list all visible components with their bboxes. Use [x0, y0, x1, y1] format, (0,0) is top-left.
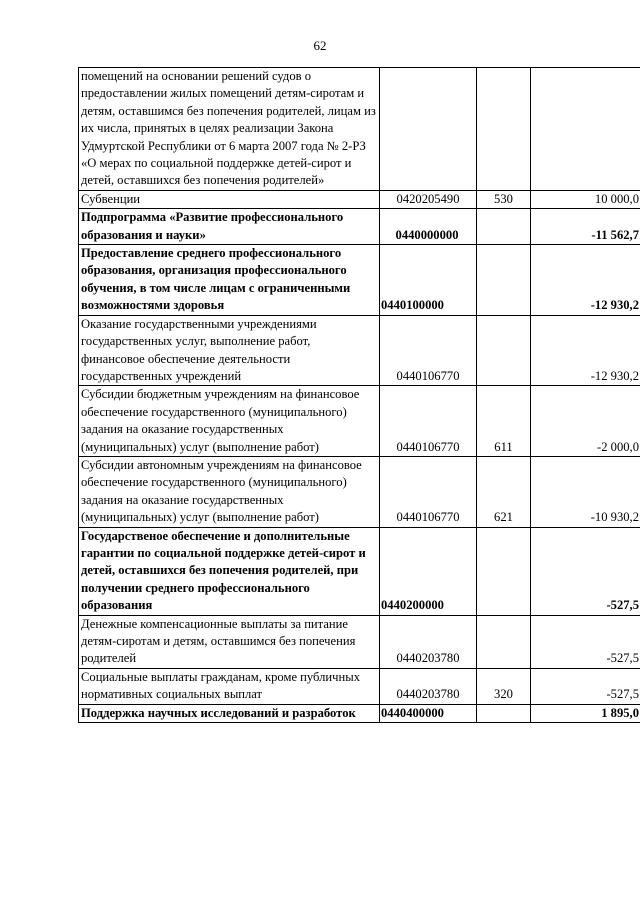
row-description: Предоставление среднего профессионального образования, организация профессионального обучения, в том числе лицам с ограниченными возможностями здоровья	[79, 245, 380, 316]
row-description: Субсидии автономным учреждениям на финансовое обеспечение государственного (муниципального) задания на оказание государственных (муниципальных) услуг (выполнение работ)	[79, 456, 380, 527]
row-expense-type: 320	[477, 668, 531, 704]
row-code: 0440106770	[380, 386, 477, 457]
row-expense-type	[477, 68, 531, 191]
row-expense-type	[477, 245, 531, 316]
row-expense-type	[477, 315, 531, 386]
table-row	[79, 209, 640, 245]
table-row	[79, 527, 640, 615]
row-code: 0440200000	[380, 527, 477, 615]
row-expense-type: 611	[477, 386, 531, 457]
row-amount: -11 562,7	[531, 209, 640, 245]
table-row	[79, 704, 640, 722]
row-description: Государственое обеспечение и дополнительные гарантии по социальной поддержке детей-сирот и детей, оставшихся без попечения родителей, при получении среднего профессионального образования	[79, 527, 380, 615]
table-row	[79, 456, 640, 527]
row-code: 0440100000	[380, 245, 477, 316]
row-amount: 10 000,0	[531, 190, 640, 208]
row-amount	[531, 68, 640, 191]
row-amount: -2 000,0	[531, 386, 640, 457]
budget-table	[78, 67, 640, 723]
row-expense-type	[477, 615, 531, 668]
row-description: Социальные выплаты гражданам, кроме публичных нормативных социальных выплат	[79, 668, 380, 704]
row-amount: -12 930,2	[531, 315, 640, 386]
row-code: 0440203780	[380, 615, 477, 668]
row-description: помещений на основании решений судов о предоставлении жилых помещений детям-сиротам и детям, оставшимся без попечения родителей, лицам из их числа, принятых в целях реализации Закона Удмуртской Республики от 6 марта 2007 года № 2-РЗ «О мерах по социальной поддержке детей-сирот и детей, оставшихся без попечения родителей»	[79, 68, 380, 191]
row-description: Денежные компенсационные выплаты за питание детям-сиротам и детям, оставшимся без попечения родителей	[79, 615, 380, 668]
table-row	[79, 668, 640, 704]
table-row	[79, 386, 640, 457]
row-code: 0440400000	[380, 704, 477, 722]
row-description: Субвенции	[79, 190, 380, 208]
row-code: 0440106770	[380, 315, 477, 386]
table-row	[79, 190, 640, 208]
row-description: Подпрограмма «Развитие профессионального образования и науки»	[79, 209, 380, 245]
row-description: Оказание государственными учреждениями государственных услуг, выполнение работ, финансовое обеспечение деятельности государственных учреждений	[79, 315, 380, 386]
row-code: 0420205490	[380, 190, 477, 208]
row-code: 0440000000	[380, 209, 477, 245]
row-amount: 1 895,0	[531, 704, 640, 722]
row-code: 0440203780	[380, 668, 477, 704]
row-expense-type: 621	[477, 456, 531, 527]
row-amount: -527,5	[531, 668, 640, 704]
row-expense-type	[477, 209, 531, 245]
row-amount: -527,5	[531, 527, 640, 615]
table-row	[79, 315, 640, 386]
row-expense-type	[477, 527, 531, 615]
row-amount: -12 930,2	[531, 245, 640, 316]
row-expense-type: 530	[477, 190, 531, 208]
row-description: Поддержка научных исследований и разработок	[79, 704, 380, 722]
table-row	[79, 615, 640, 668]
row-code	[380, 68, 477, 191]
row-description: Субсидии бюджетным учреждениям на финансовое обеспечение государственного (муниципального) задания на оказание государственных (муниципальных) услуг (выполнение работ)	[79, 386, 380, 457]
row-expense-type	[477, 704, 531, 722]
page-number: 62	[313, 38, 327, 53]
table-row	[79, 68, 640, 191]
row-code: 0440106770	[380, 456, 477, 527]
table-row	[79, 245, 640, 316]
row-amount: -10 930,2	[531, 456, 640, 527]
row-amount: -527,5	[531, 615, 640, 668]
